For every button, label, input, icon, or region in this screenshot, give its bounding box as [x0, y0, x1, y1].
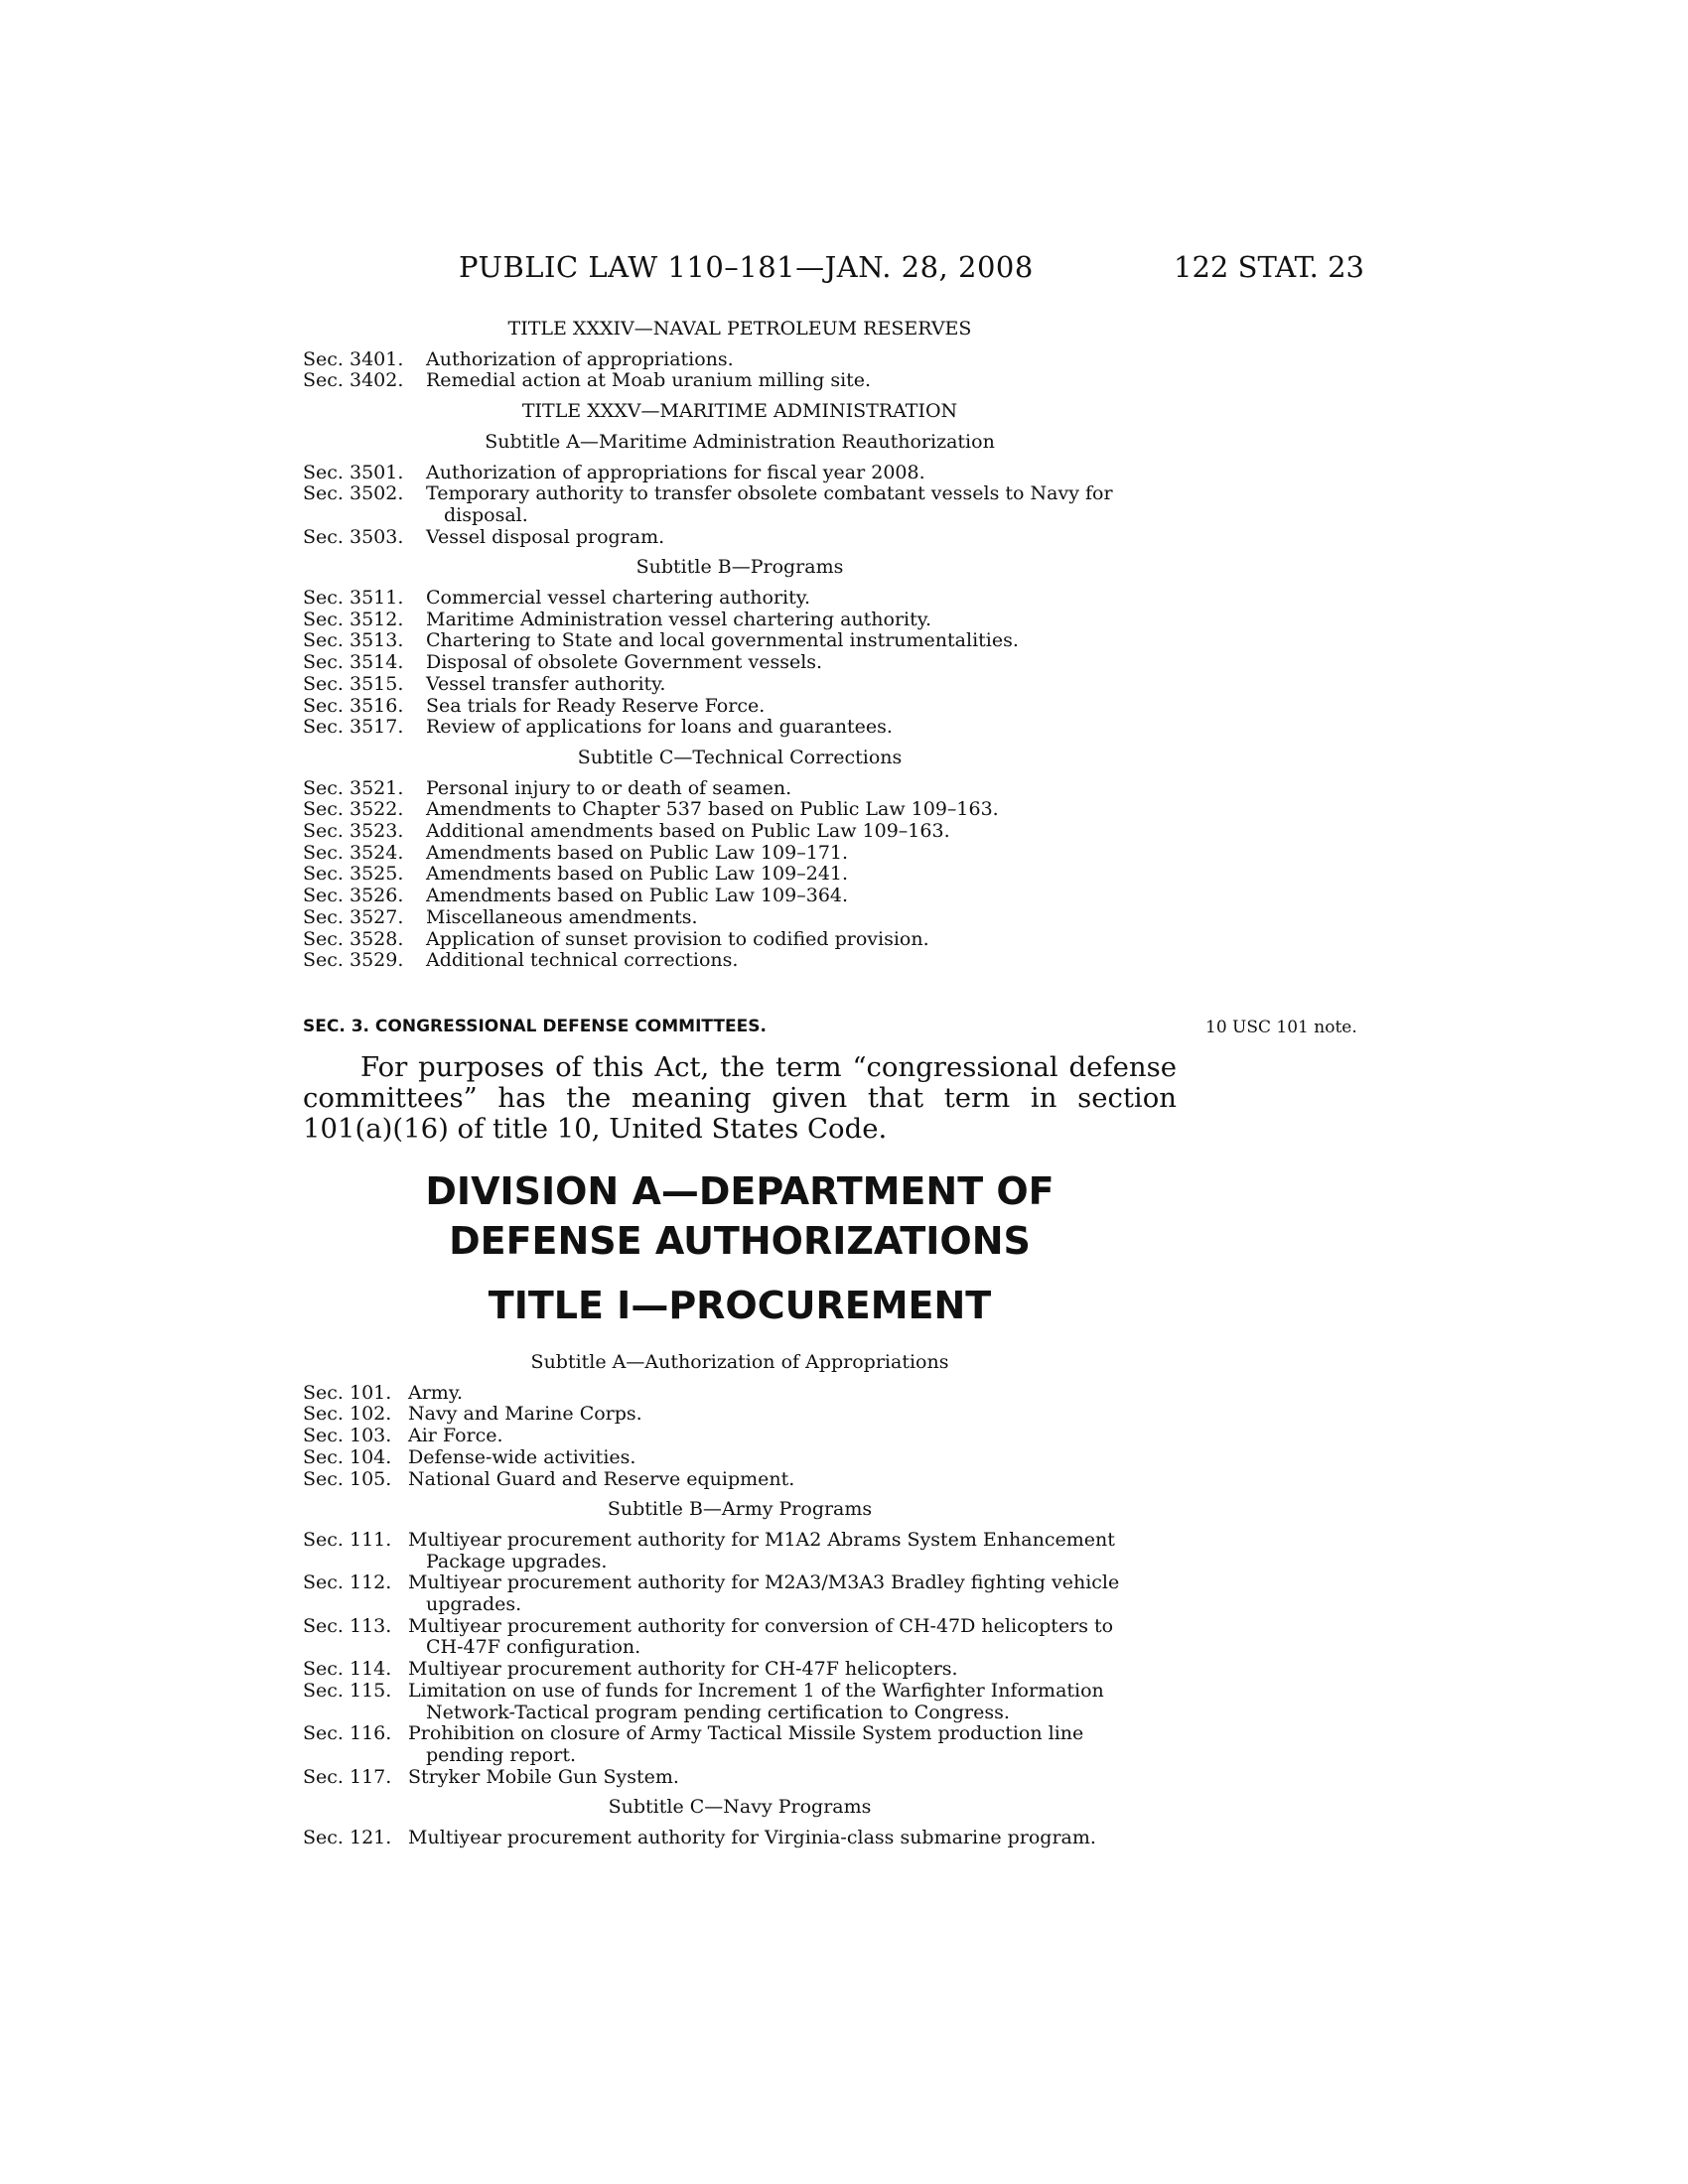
section-title: [408, 1681, 1177, 1723]
section-title-line: Sea trials for Ready Reserve Force.: [426, 694, 766, 717]
toc-entry: [303, 1723, 1177, 1766]
section-number: Sec. 3524.: [303, 841, 404, 864]
toc-entry: [303, 483, 1177, 526]
section-number: Sec. 103.: [303, 1425, 392, 1447]
subtitle-heading: Subtitle A—Authorization of Appropriations: [530, 1351, 949, 1373]
section-number: Sec. 3516.: [303, 694, 404, 717]
section-title-line: Air Force.: [408, 1425, 503, 1447]
section-number: Sec. 101.: [303, 1381, 392, 1404]
section-title-line: Defense-wide activities.: [408, 1445, 636, 1468]
section-title: [426, 588, 1177, 610]
toc-entry: [303, 778, 1177, 800]
section-number: Sec. 3517.: [303, 716, 404, 739]
title-heading: TITLE XXXV—MARITIME ADMINISTRATION: [521, 400, 958, 423]
section-title-line: Application of sunset provision to codified provision.: [426, 927, 929, 950]
section-title: [408, 1828, 1177, 1849]
section-number: Sec. 3529.: [303, 949, 404, 972]
division-heading: [303, 1166, 1177, 1266]
toc-entry: [303, 349, 1177, 371]
section-paragraph: For purposes of this Act, the term “congressional defense committees” has the meaning given that term in section 101(a)(16) of title 10, United States Code.: [303, 1051, 1177, 1145]
section-title-line: Prohibition on closure of Army Tactical Missile System production line: [408, 1722, 1084, 1745]
toc-entry: [303, 370, 1177, 392]
section-number: Sec. 3512.: [303, 608, 404, 630]
section-number: Sec. 3401.: [303, 347, 404, 370]
section-title-line: Authorization of appropriations.: [426, 347, 734, 370]
toc-entry: [303, 1616, 1177, 1659]
section-number: Sec. 3521.: [303, 776, 404, 799]
section-title-line: Amendments based on Public Law 109–171.: [426, 841, 849, 864]
section-title: [426, 843, 1177, 865]
section-title: [426, 950, 1177, 972]
section-title-continuation: pending report.: [426, 1743, 577, 1766]
toc-entry: [303, 1572, 1177, 1615]
section-title: [408, 1426, 1177, 1447]
section-title: [408, 1659, 1177, 1681]
section-title: [408, 1723, 1177, 1766]
toc-entry: [303, 864, 1177, 886]
section-title: [426, 483, 1177, 526]
section-title-line: Chartering to State and local governmental instrumentalities.: [426, 629, 1019, 652]
table-of-contents-part2: [303, 1352, 1177, 1849]
section-title-line: National Guard and Reserve equipment.: [408, 1467, 795, 1490]
section-title: [408, 1383, 1177, 1405]
section-title: [426, 463, 1177, 484]
section-title-line: Amendments to Chapter 537 based on Public Law 109–163.: [426, 798, 999, 821]
toc-entry: [303, 674, 1177, 696]
section-title-line: Remedial action at Moab uranium milling site.: [426, 369, 872, 392]
section-title: [426, 778, 1177, 800]
section-title: [408, 1530, 1177, 1572]
subtitle-heading: Subtitle B—Army Programs: [607, 1498, 873, 1521]
toc-entry: [303, 1404, 1177, 1426]
section-title-continuation: disposal.: [444, 503, 528, 526]
section-title: [426, 652, 1177, 674]
section-title-continuation: CH-47F configuration.: [426, 1636, 641, 1659]
section-number: Sec. 3503.: [303, 525, 404, 548]
section-number: Sec. 3522.: [303, 798, 404, 821]
section-title-line: Disposal of obsolete Government vessels.: [426, 651, 823, 674]
subtitle-heading: Subtitle C—Navy Programs: [608, 1796, 872, 1819]
toc-list: [303, 1828, 1177, 1849]
toc-entry: [303, 610, 1177, 631]
toc-entry: [303, 799, 1177, 821]
toc-entry: [303, 907, 1177, 929]
toc-list: [303, 463, 1177, 549]
section-title: [426, 370, 1177, 392]
section-title-line: Multiyear procurement authority for Virginia-class submarine program.: [408, 1827, 1096, 1849]
section-title: [426, 929, 1177, 951]
section-title-line: Vessel transfer authority.: [426, 672, 666, 695]
section-title: [408, 1767, 1177, 1789]
toc-entry: [303, 1447, 1177, 1469]
section-title: [426, 907, 1177, 929]
section-title: [426, 674, 1177, 696]
section-title: [408, 1616, 1177, 1659]
section-number: Sec. 3511.: [303, 587, 404, 610]
section-number: Sec. 3523.: [303, 820, 404, 843]
section-number: Sec. 117.: [303, 1765, 392, 1788]
section-number: Sec. 3402.: [303, 369, 404, 392]
toc-entry: [303, 1681, 1177, 1723]
section-number: Sec. 104.: [303, 1445, 392, 1468]
section-title-line: Review of applications for loans and guarantees.: [426, 716, 893, 739]
section-number: Sec. 3513.: [303, 629, 404, 652]
section-title-continuation: Package upgrades.: [426, 1550, 608, 1572]
section-title: [426, 799, 1177, 821]
title-heading: TITLE XXXIV—NAVAL PETROLEUM RESERVES: [507, 318, 972, 340]
section-number: Sec. 105.: [303, 1467, 392, 1490]
section-number: Sec. 111.: [303, 1528, 392, 1551]
toc-entry: [303, 886, 1177, 907]
toc-entry: [303, 696, 1177, 718]
toc-list: [303, 349, 1177, 392]
toc-entry: [303, 1767, 1177, 1789]
section-title: [408, 1469, 1177, 1491]
toc-entry: [303, 929, 1177, 951]
section-title: [426, 349, 1177, 371]
toc-entry: [303, 1659, 1177, 1681]
section-title: [426, 527, 1177, 549]
section-title-continuation: upgrades.: [426, 1593, 522, 1616]
section-title-line: Army.: [408, 1381, 464, 1404]
section-number: Sec. 3526.: [303, 885, 404, 907]
section-title-line: Navy and Marine Corps.: [408, 1403, 642, 1426]
section-title-continuation: Network-Tactical program pending certification to Congress.: [426, 1701, 1010, 1723]
section-title: [426, 696, 1177, 718]
toc-entry: [303, 821, 1177, 843]
title-i-heading: TITLE I—PROCUREMENT: [488, 1284, 992, 1327]
section-title: [426, 864, 1177, 886]
subtitle-heading: Subtitle C—Technical Corrections: [577, 746, 903, 768]
subtitle-heading: Subtitle B—Programs: [635, 556, 844, 579]
section-title: [426, 886, 1177, 907]
toc-list: [303, 588, 1177, 739]
section-title-line: Temporary authority to transfer obsolete combatant vessels to Navy for: [426, 482, 1113, 505]
section-number: Sec. 3515.: [303, 672, 404, 695]
margin-note: 10 USC 101 note.: [1205, 1018, 1357, 1037]
section-number: Sec. 3502.: [303, 482, 404, 505]
section-title-line: Multiyear procurement authority for CH-47F helicopters.: [408, 1658, 958, 1681]
toc-list: [303, 1530, 1177, 1788]
section-title-line: Amendments based on Public Law 109–241.: [426, 863, 849, 886]
section-title-line: Additional technical corrections.: [426, 949, 739, 972]
toc-entry: [303, 717, 1177, 739]
toc-entry: [303, 1469, 1177, 1491]
section-number: Sec. 116.: [303, 1722, 392, 1745]
section-title: [408, 1447, 1177, 1469]
section-title-line: Authorization of appropriations for fiscal year 2008.: [426, 461, 925, 483]
running-header: PUBLIC LAW 110–181—JAN. 28, 2008: [459, 250, 1034, 284]
toc-entry: [303, 1530, 1177, 1572]
section-title-line: Stryker Mobile Gun System.: [408, 1765, 679, 1788]
section-title-line: Miscellaneous amendments.: [426, 905, 698, 928]
toc-entry: [303, 463, 1177, 484]
section-title-line: Additional amendments based on Public Law 109–163.: [426, 820, 950, 843]
section-title-line: Vessel disposal program.: [426, 525, 665, 548]
toc-entry: [303, 1828, 1177, 1849]
section-title-line: Multiyear procurement authority for conversion of CH-47D helicopters to: [408, 1614, 1114, 1637]
section-title-line: Maritime Administration vessel chartering authority.: [426, 608, 931, 630]
section-number: Sec. 3525.: [303, 863, 404, 886]
toc-entry: [303, 630, 1177, 652]
section-title: [426, 717, 1177, 739]
table-of-contents-part1: [303, 319, 1177, 972]
section-title-line: Multiyear procurement authority for M2A3/M3A3 Bradley fighting vehicle: [408, 1571, 1120, 1594]
section-title-line: Personal injury to or death of seamen.: [426, 776, 792, 799]
toc-entry: [303, 652, 1177, 674]
section-title: [408, 1572, 1177, 1615]
section-number: Sec. 3527.: [303, 905, 404, 928]
section-title: [426, 821, 1177, 843]
section-heading: SEC. 3. CONGRESSIONAL DEFENSE COMMITTEES.: [303, 1017, 767, 1036]
section-title: [426, 610, 1177, 631]
toc-list: [303, 778, 1177, 972]
toc-entry: [303, 527, 1177, 549]
subtitle-heading: Subtitle A—Maritime Administration Reauthorization: [485, 430, 995, 453]
section-title-line: Multiyear procurement authority for M1A2 Abrams System Enhancement: [408, 1528, 1115, 1551]
page-number: 122 STAT. 23: [1174, 250, 1364, 284]
toc-entry: [303, 588, 1177, 610]
section-number: Sec. 113.: [303, 1614, 392, 1637]
toc-list: [303, 1383, 1177, 1491]
section-number: Sec. 114.: [303, 1658, 392, 1681]
section-title: [426, 630, 1177, 652]
section-number: Sec. 121.: [303, 1827, 392, 1849]
section-number: Sec. 112.: [303, 1571, 392, 1594]
section-title-line: Limitation on use of funds for Increment 1 of the Warfighter Information: [408, 1679, 1104, 1702]
section-number: Sec. 3528.: [303, 927, 404, 950]
section-number: Sec. 3501.: [303, 461, 404, 483]
toc-entry: [303, 1383, 1177, 1405]
section-title-line: Commercial vessel chartering authority.: [426, 587, 811, 610]
section-title: [408, 1404, 1177, 1426]
toc-entry: [303, 1426, 1177, 1447]
toc-entry: [303, 950, 1177, 972]
section-title-line: Amendments based on Public Law 109–364.: [426, 885, 849, 907]
section-number: Sec. 102.: [303, 1403, 392, 1426]
division-heading-line: DIVISION A—DEPARTMENT OF: [425, 1169, 1055, 1213]
section-number: Sec. 3514.: [303, 651, 404, 674]
section-number: Sec. 115.: [303, 1679, 392, 1702]
division-heading-line: DEFENSE AUTHORIZATIONS: [449, 1219, 1031, 1263]
toc-entry: [303, 843, 1177, 865]
